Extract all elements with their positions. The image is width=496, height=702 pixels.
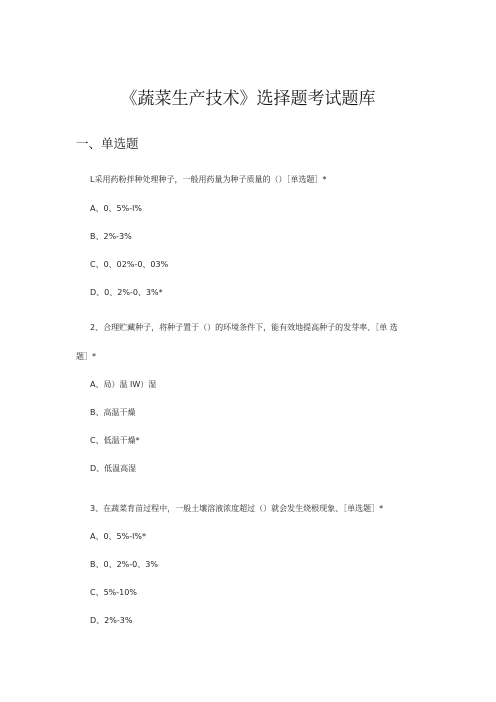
question-1-text: L采用药粉拌种处理种子，一般用药量为种子质量的（）［单选题］* (90, 175, 327, 184)
question-3-option-a: A、0、5%-l%* (90, 532, 146, 541)
question-1-option-b: B、2%-3% (90, 232, 132, 241)
section-heading: 一、单选题 (76, 136, 139, 151)
question-2-option-a: A、局）温 IW）湿 (90, 380, 157, 389)
question-1-option-d: D、0、2%-0、3%* (90, 288, 163, 297)
question-3-option-c: C、5%-10% (90, 588, 137, 597)
question-1-option-c: C、0、02%-0、03% (90, 260, 169, 269)
question-2-option-d: D、低温高湿 (90, 464, 137, 473)
question-3-option-d: D、2%-3% (90, 616, 133, 625)
document-title: 《蔬菜生产技术》选择题考试题库 (120, 89, 376, 109)
question-2-option-b: B、高温干燥 (90, 408, 136, 417)
question-3-option-b: B、0、2%-0、3% (90, 560, 158, 569)
question-2-text: 2、合理贮藏种子，将种子置于（）的环境条件下，能有效地提高种子的发芽率、［单 选 (90, 323, 398, 332)
question-2-text-continued: 题］* (76, 352, 96, 361)
question-3-text: 3、在蔬菜育苗过程中，一般土壤溶液浓度超过（）就会发生烧根现象、［单选题］* (90, 504, 384, 513)
question-1-option-a: A、0、5%-l% (90, 204, 142, 213)
question-2-option-c: C、低温干燥* (90, 436, 140, 445)
